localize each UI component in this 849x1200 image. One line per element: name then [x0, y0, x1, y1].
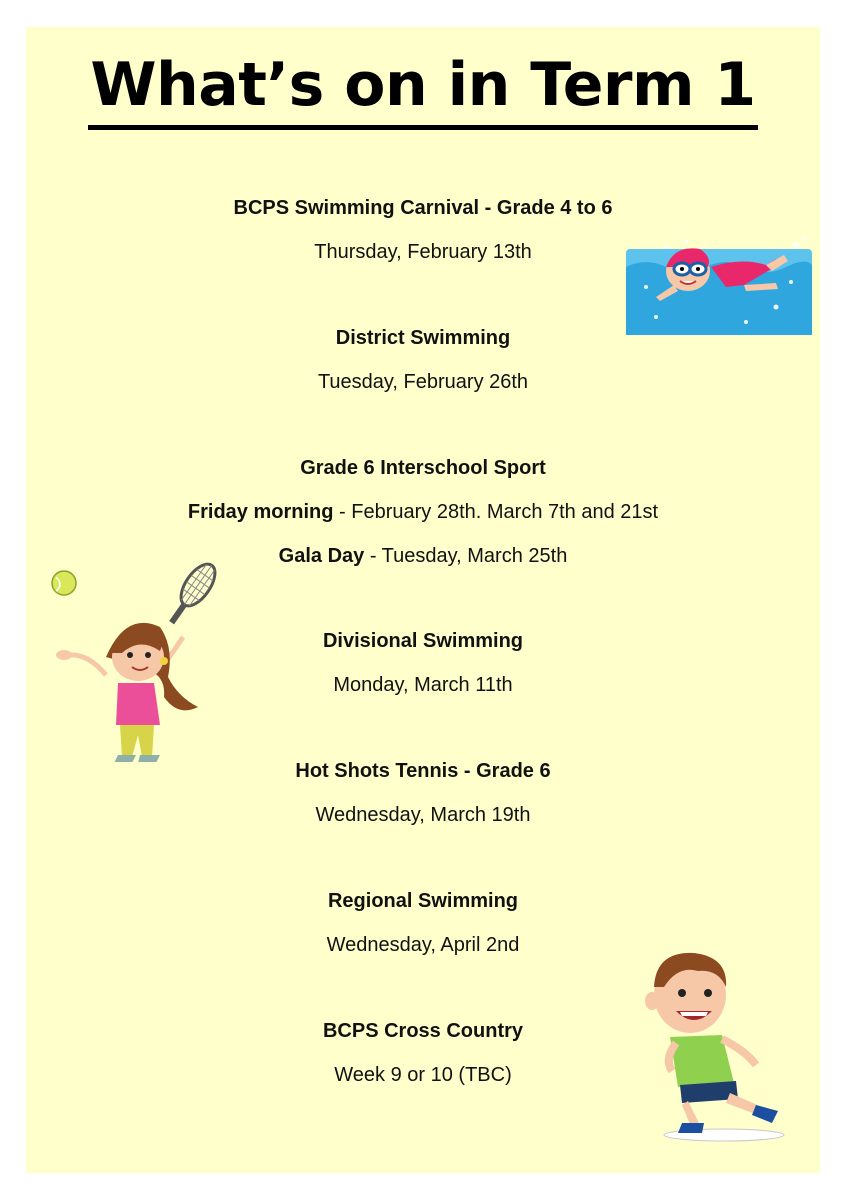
event-date-label: Friday morning — [187, 501, 334, 523]
event-hot-shots-tennis — [26, 760, 820, 827]
event-heading: District Swimming — [335, 327, 511, 349]
page-title: What’s on in Term 1 — [26, 55, 820, 130]
event-district-swimming — [26, 327, 820, 394]
event-date-label: Gala Day — [278, 545, 365, 567]
event-heading: BCPS Cross Country — [322, 1020, 524, 1042]
event-date: Monday, March 11th — [333, 674, 513, 696]
event-heading: Regional Swimming — [327, 890, 519, 912]
poster — [26, 27, 820, 1173]
tennis-girl-illustration — [48, 557, 218, 762]
event-heading: Divisional Swimming — [322, 630, 524, 652]
event-heading: Hot Shots Tennis - Grade 6 — [295, 760, 551, 782]
event-date-text: - Tuesday, March 25th — [364, 545, 568, 567]
event-date: Tuesday, February 26th — [317, 371, 529, 393]
event-date: Week 9 or 10 (TBC) — [334, 1064, 512, 1086]
event-date: Wednesday, April 2nd — [326, 934, 520, 956]
event-date-line-1 — [26, 501, 820, 524]
event-date-text: - February 28th. March 7th and 21st — [333, 501, 659, 523]
event-interschool-sport — [26, 457, 820, 568]
event-date: Thursday, February 13th — [314, 241, 532, 263]
event-date: Wednesday, March 19th — [315, 804, 531, 826]
event-heading: Grade 6 Interschool Sport — [300, 457, 546, 479]
swimmer-illustration — [626, 227, 812, 335]
running-boy-illustration — [638, 947, 798, 1147]
event-heading: BCPS Swimming Carnival - Grade 4 to 6 — [233, 197, 613, 219]
